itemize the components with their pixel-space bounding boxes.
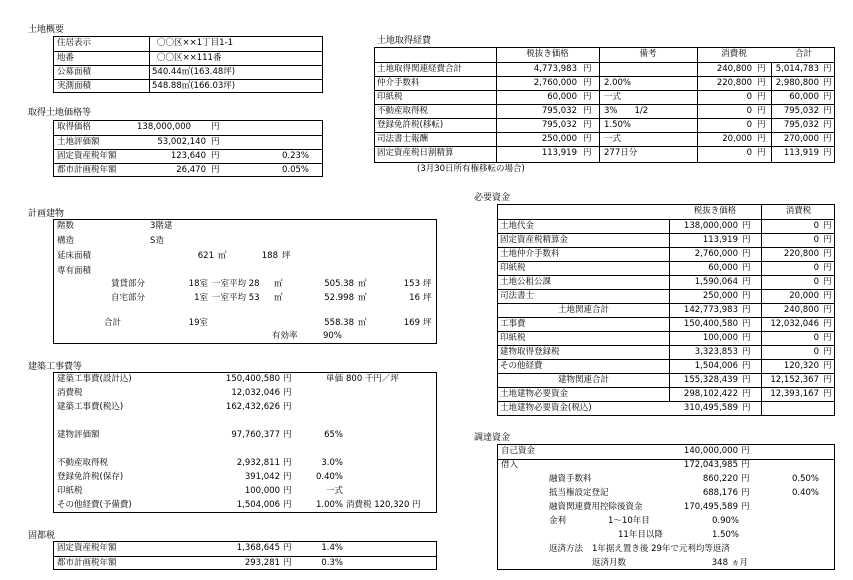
building-title: 計画建物 <box>28 209 65 219</box>
table-row: 土地代金 138,000,000 円 0 円 <box>498 219 834 233</box>
table-header: 税抜き価格 備考 消費税 合計 <box>526 49 812 59</box>
table-row: 土地建物必要資金(税込) 310,495,589 円 <box>498 401 834 415</box>
table-row: 司法書士報酬 250,000 円 一式 20,000 円 270,000 円 <box>375 132 834 146</box>
table-row: 固定資産税年額 1,368,645 円 1.4% <box>57 543 343 553</box>
construction-title: 建築工事費等 <box>28 362 83 372</box>
table-row: 不動産取得税 2,932,811 円 3.0% <box>57 458 343 468</box>
land-overview-table <box>53 36 323 93</box>
table-row: 自己資金 140,000,000 円 <box>501 446 750 456</box>
table-row: 土地建物必要資金 298,102,422 円 12,393,167 円 <box>498 387 834 401</box>
table-row: 工事費 150,400,580 円 12,032,046 円 <box>498 317 834 331</box>
table-row: 不動産取得税 795,032 円 3% 1/2 0 円 795,032 円 <box>375 104 834 118</box>
table-row: 仲介手数料 2,760,000 円 2.00% 220,800 円 2,980,800 円 <box>375 76 834 90</box>
table-row: 実測面積 548.88㎡(166.03坪) <box>54 79 322 93</box>
table-row: 固定資産税精算金 113,919 円 0 円 <box>498 233 834 247</box>
table-row: その他経費(予備費) 1,504,006 円 1.00% 消費税 120,320 円 <box>57 500 421 510</box>
land-price-table <box>53 120 323 177</box>
table-row: 土地評価額 53,002,140 円 <box>54 135 322 149</box>
table-row: 固定資産税日割精算 113,919 円 277日分 0 円 113,919 円 <box>375 146 834 160</box>
table-row <box>54 443 436 457</box>
table-row: 土地仲介手数料 2,760,000 円 220,800 円 <box>498 247 834 261</box>
table-row: 建築工事費(設計込) 150,400,580 円 単価 800 千円／坪 <box>57 374 399 384</box>
required-funds-title: 必要資金 <box>474 193 511 203</box>
table-row: 住居表示 〇〇区××1丁目1-1 <box>57 38 234 48</box>
table-row: 公募面積 540.44㎡(163.48坪) <box>54 65 322 79</box>
table-row: 登録免許税(保存) 391,042 円 0.40% <box>57 472 343 482</box>
table-row: 建物取得登録税 3,323,853 円 0 円 <box>498 345 834 359</box>
land-costs-footnote: (3月30日所有権移転の場合) <box>417 164 525 174</box>
table-row: 固定資産税年額 123,640 円 0.23% <box>54 149 322 163</box>
table-row: 建物関連合計 155,328,439 円 12,152,367 円 <box>498 373 834 387</box>
required-funds-table <box>497 204 835 416</box>
building-table: 階数 3階建 構造 S造 延床面積 621 ㎡ 188 坪 専有面積 賃貸部分 18室 一室平均 28 ㎡ 505.38 ㎡ 153 坪 自宅部分 1室 一室平均 53 ㎡ 52.998 ㎡ 16 坪 合計 19室 558.38 ㎡ 169 坪 有効率 90% <box>53 219 437 344</box>
financing-table: 自己資金 140,000,000 円 借入 172,043,985 円 融資手数料 860,220 円 0.50% 抵当権設定登記 688,176 円 0.40% 融資関連費用控除後資金 170,495,589 円 金利 1～10年目 0.90% 11年目以降 1.50% 返済方法 1年据え置き後 29年で元利均等返済 返済月数 348 ヵ月 <box>497 444 835 570</box>
table-row: 建築工事費(税込) 162,432,626 円 <box>57 402 292 412</box>
construction-table <box>53 372 437 513</box>
table-row: 消費税 12,032,046 円 <box>57 388 292 398</box>
table-row: 都市計画税年額 26,470 円 0.05% <box>54 163 322 177</box>
table-row: 印紙税 60,000 円 0 円 <box>498 261 834 275</box>
table-row: 土地関連合計 142,773,983 円 240,800 円 <box>498 303 834 317</box>
table-row: その他経費 1,504,006 円 120,320 円 <box>498 359 834 373</box>
table-row: 印紙税 100,000 円 一式 <box>57 486 343 496</box>
fixed-tax-title: 固都税 <box>28 531 56 541</box>
land-costs-title: 土地取得経費 <box>377 36 432 46</box>
table-row: 建物評価額 97,760,377 円 65% <box>57 430 343 440</box>
financing-title: 調達資金 <box>474 433 511 443</box>
table-header: 税抜き価格 消費税 <box>693 206 812 216</box>
table-row <box>54 415 436 429</box>
table-row: 印紙税 100,000 円 0 円 <box>498 331 834 345</box>
table-row: 地番 〇〇区××111番 <box>54 51 322 65</box>
table-row: 取得価格 138,000,000 円 <box>57 122 220 132</box>
fixed-tax-table <box>53 541 437 570</box>
table-row: 印紙税 60,000 円 一式 0 円 60,000 円 <box>375 90 834 104</box>
table-row: 土地取得関連経費合計 4,773,983 円 240,800 円 5,014,783 円 <box>375 62 834 76</box>
land-price-title: 取得土地価格等 <box>28 108 92 118</box>
land-overview-title: 土地概要 <box>28 25 65 35</box>
land-costs-table <box>374 47 835 163</box>
table-row: 登録免許税(移転) 795,032 円 1.50% 0 円 795,032 円 <box>375 118 834 132</box>
table-row: 都市計画税年額 293,281 円 0.3% <box>54 556 436 570</box>
table-row: 土地公租公課 1,590,064 円 0 円 <box>498 275 834 289</box>
table-row: 司法書士 250,000 円 20,000 円 <box>498 289 834 303</box>
